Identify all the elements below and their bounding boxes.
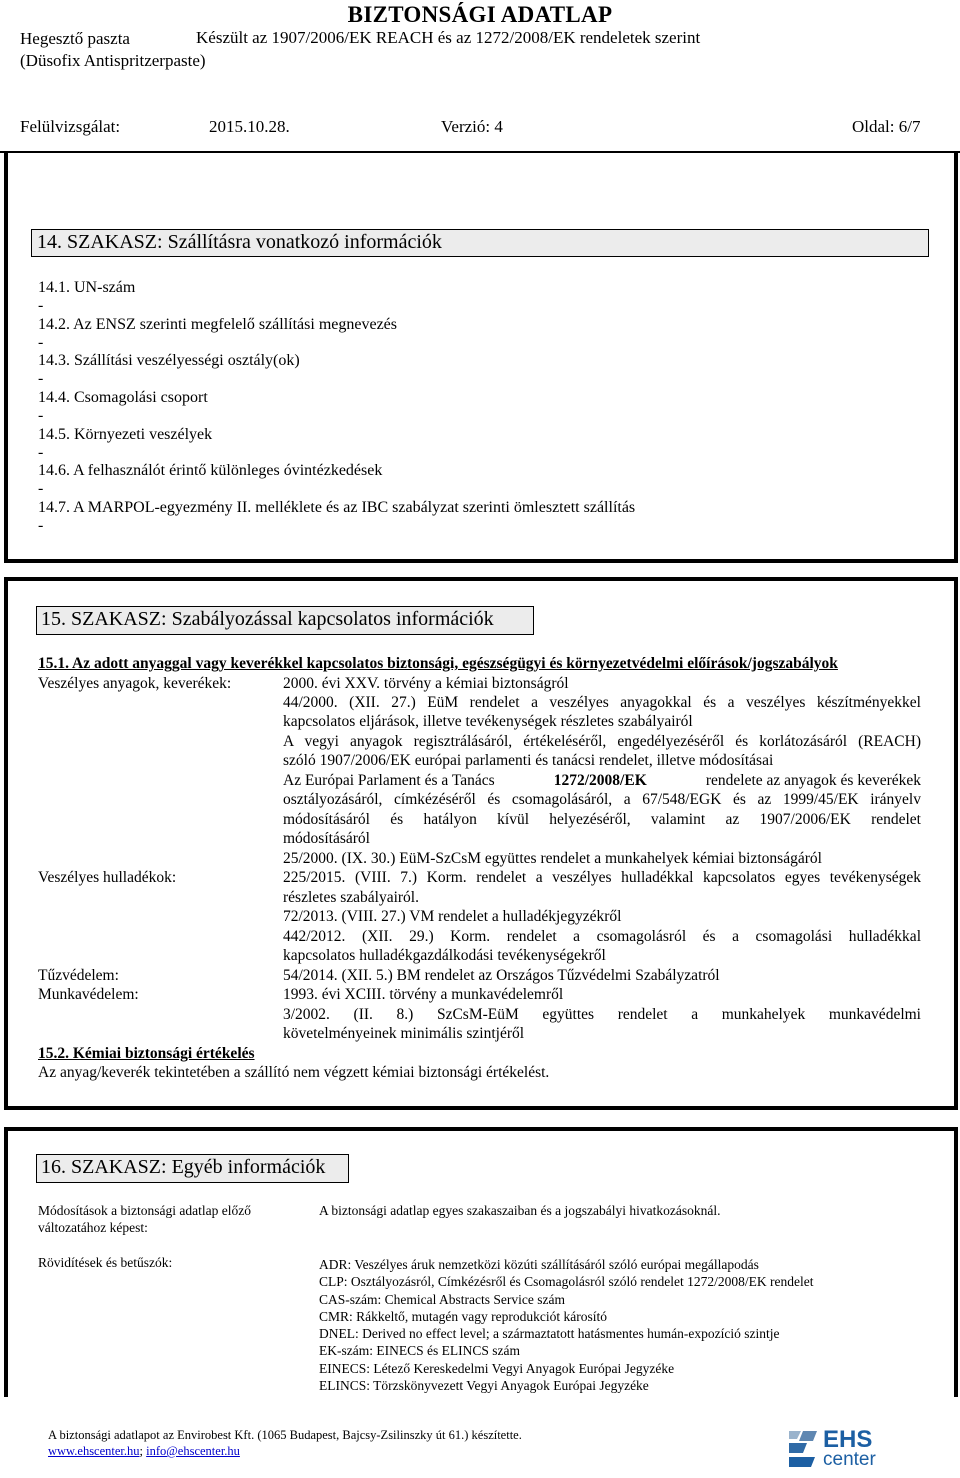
section-16-heading: 16. SZAKASZ: Egyéb információk	[36, 1154, 349, 1183]
regulation-line: módosításáról és hatályon kívül helyezéséről, valamint az 1907/2006/EK rendelet	[283, 811, 921, 828]
changes-label: Módosítások a biztonsági adatlap előző változatához képest:	[38, 1203, 251, 1235]
abbreviation-item: ADR: Veszélyes áruk nemzetközi közúti szállításáról szóló európai megállapodás	[319, 1257, 759, 1272]
chemical-safety-assessment-text: Az anyag/keverék tekintetében a szállító nem végzett kémiai biztonsági értékelést.	[38, 1064, 550, 1081]
clp-regulation-number: 1272/2008/EK	[553, 772, 647, 789]
logo-text-ehs: EHS	[823, 1426, 873, 1453]
document-title: BIZTONSÁGI ADATLAP	[347, 2, 613, 27]
regulation-line: részletes szabályairól.	[283, 889, 419, 906]
email-link[interactable]: info@ehscenter.hu	[146, 1444, 240, 1458]
ehs-logo-icon	[785, 1427, 821, 1471]
section-14-item-label: 14.6. A felhasználót érintő különleges óvintézkedések	[38, 462, 383, 479]
regulation-line: osztályozásáról, címkézéséről és csomagolásáról, a 67/548/EGK és az 1999/45/EK irányelv	[283, 791, 921, 808]
regulation-line: módosításáról	[283, 830, 370, 847]
regulation-line: kapcsolatos eljárások, illetve tevékenységek részletes szabályairól	[283, 713, 693, 730]
website-link[interactable]: www.ehscenter.hu	[48, 1444, 140, 1458]
logo-text-center: center	[823, 1449, 876, 1470]
section-14-item-label: 14.7. A MARPOL-egyezmény II. melléklete és az IBC szabályzat szerinti ömlesztett szállítás	[38, 499, 636, 516]
section-14-item-value: -	[38, 480, 44, 497]
regulation-line: 2000. évi XXV. törvény a kémiai biztonságról	[283, 675, 569, 692]
regulation-line: A vegyi anyagok regisztrálásáról, értékeléséről, engedélyezéséről és korlátozásáról (REACH)	[283, 733, 921, 750]
version-number: Verzió: 4	[441, 117, 503, 136]
abbreviations-label: Rövidítések és betűszók:	[38, 1255, 173, 1270]
section-14-item-label: 14.1. UN-szám	[38, 279, 136, 296]
product-name-line2: (Düsofix Antispritzerpaste)	[20, 51, 206, 70]
document-subtitle: Készült az 1907/2006/EK REACH és az 1272/2008/EK rendeletek szerint	[196, 28, 701, 47]
regulation-line: szóló 1907/2006/EK európai parlamenti és tanácsi rendelet, illetve módosításai	[283, 752, 774, 769]
abbreviation-item: CMR: Rákkeltő, mutagén vagy reprodukciót károsító	[319, 1308, 607, 1324]
abbreviation-item: ELINCS: Törzskönyvezett Vegyi Anyagok Európai Jegyzéke	[319, 1378, 649, 1394]
abbreviation-item: DNEL: Derived no effect level; a származtatott hatásmentes humán-expozíció szintje	[319, 1326, 780, 1342]
abbreviation-item: CAS-szám: Chemical Abstracts Service szám	[319, 1291, 565, 1307]
abbreviations-list	[319, 1256, 814, 1394]
regulation-line: 3/2002. (II. 8.) SzCsM-EüM együttes rendelet a munkahelyek munkavédelmi	[283, 1006, 921, 1023]
section-14-item-value: -	[38, 334, 44, 351]
regulation-line: 44/2000. (XII. 27.) EüM rendelet a veszélyes anyagokkal és a veszélyes készítményekkel	[283, 694, 921, 711]
abbreviation-item: CLP: Osztályozásról, Címkézésről és Csomagolásról szóló rendelet 1272/2008/EK rendelet	[319, 1274, 814, 1290]
section-15-2-title: 15.2. Kémiai biztonsági értékelés	[38, 1045, 255, 1062]
section-14-item-label: 14.4. Csomagolási csoport	[38, 389, 208, 406]
label-occupational-safety: Munkavédelem:	[38, 986, 139, 1003]
regulation-line: követelményeinek minimális szintjéről	[283, 1025, 525, 1042]
regulation-line: 225/2015. (VIII. 7.) Korm. rendelet a veszélyes hulladékkal kapcsolatos egyes tevékenységek	[283, 869, 921, 886]
revision-date: 2015.10.28.	[209, 117, 290, 136]
section-14-item-label: 14.5. Környezeti veszélyek	[38, 426, 213, 443]
section-14-heading: 14. SZAKASZ: Szállításra vonatkozó információk	[31, 229, 929, 257]
label-hazardous-substances: Veszélyes anyagok, keverékek:	[38, 675, 232, 692]
section-14-item-value: -	[38, 444, 44, 461]
revision-label: Felülvizsgálat:	[20, 117, 121, 136]
abbreviation-item: EK-szám: EINECS és ELINCS szám	[319, 1343, 520, 1359]
ehs-center-logo	[785, 1426, 893, 1472]
label-fire-protection: Tűzvédelem:	[38, 967, 119, 984]
regulation-line-clp: Az Európai Parlament és a Tanács 1272/2008/EK rendelete az anyagok és keverékek	[283, 772, 921, 789]
section-14-item-label: 14.2. Az ENSZ szerinti megfelelő szállítási megnevezés	[38, 316, 397, 333]
footer-credit: A biztonsági adatlapot az Envirobest Kft. (1065 Budapest, Bajcsy-Zsilinszky út 61.) készítette.	[48, 1428, 522, 1442]
section-15-1-title: 15.1. Az adott anyaggal vagy keverékkel kapcsolatos biztonsági, egészségügyi és környezetvédelmi előírások/jogszabályok	[38, 655, 838, 672]
product-name	[20, 28, 206, 72]
footer-links: www.ehscenter.hu; info@ehscenter.hu	[48, 1444, 240, 1458]
abbreviation-item: EINECS: Létező Kereskedelmi Vegyi Anyagok Európai Jegyzéke	[319, 1360, 675, 1376]
regulation-line: 1993. évi XCIII. törvény a munkavédelemről	[283, 986, 564, 1003]
regulation-line: kapcsolatos hulladékgazdálkodási tevékenységekről	[283, 947, 606, 964]
regulation-line: 442/2012. (XII. 29.) Korm. rendelet a csomagolásról és a csomagolási hulladékkal	[283, 928, 921, 945]
section-14-item-value: -	[38, 407, 44, 424]
regulation-line: 25/2000. (IX. 30.) EüM-SzCsM együttes rendelet a munkahelyek kémiai biztonságáról	[283, 850, 822, 867]
section-14-item-value: -	[38, 517, 44, 534]
section-14-item-value: -	[38, 297, 44, 314]
regulation-line: 54/2014. (XII. 5.) BM rendelet az Országos Tűzvédelmi Szabályzatról	[283, 967, 720, 984]
section-14-item-label: 14.3. Szállítási veszélyességi osztály(ok)	[38, 352, 300, 369]
section-14-item-value: -	[38, 370, 44, 387]
changes-text: A biztonsági adatlap egyes szakaszaiban és a jogszabályi hivatkozásoknál.	[319, 1203, 721, 1218]
regulation-line: 72/2013. (VIII. 27.) VM rendelet a hulladékjegyzékről	[283, 908, 622, 925]
page-number: Oldal: 6/7	[852, 117, 921, 136]
label-hazardous-waste: Veszélyes hulladékok:	[38, 869, 177, 886]
product-name-line1: Hegesztő paszta	[20, 29, 130, 48]
section-15-heading: 15. SZAKASZ: Szabályozással kapcsolatos információk	[36, 606, 534, 635]
